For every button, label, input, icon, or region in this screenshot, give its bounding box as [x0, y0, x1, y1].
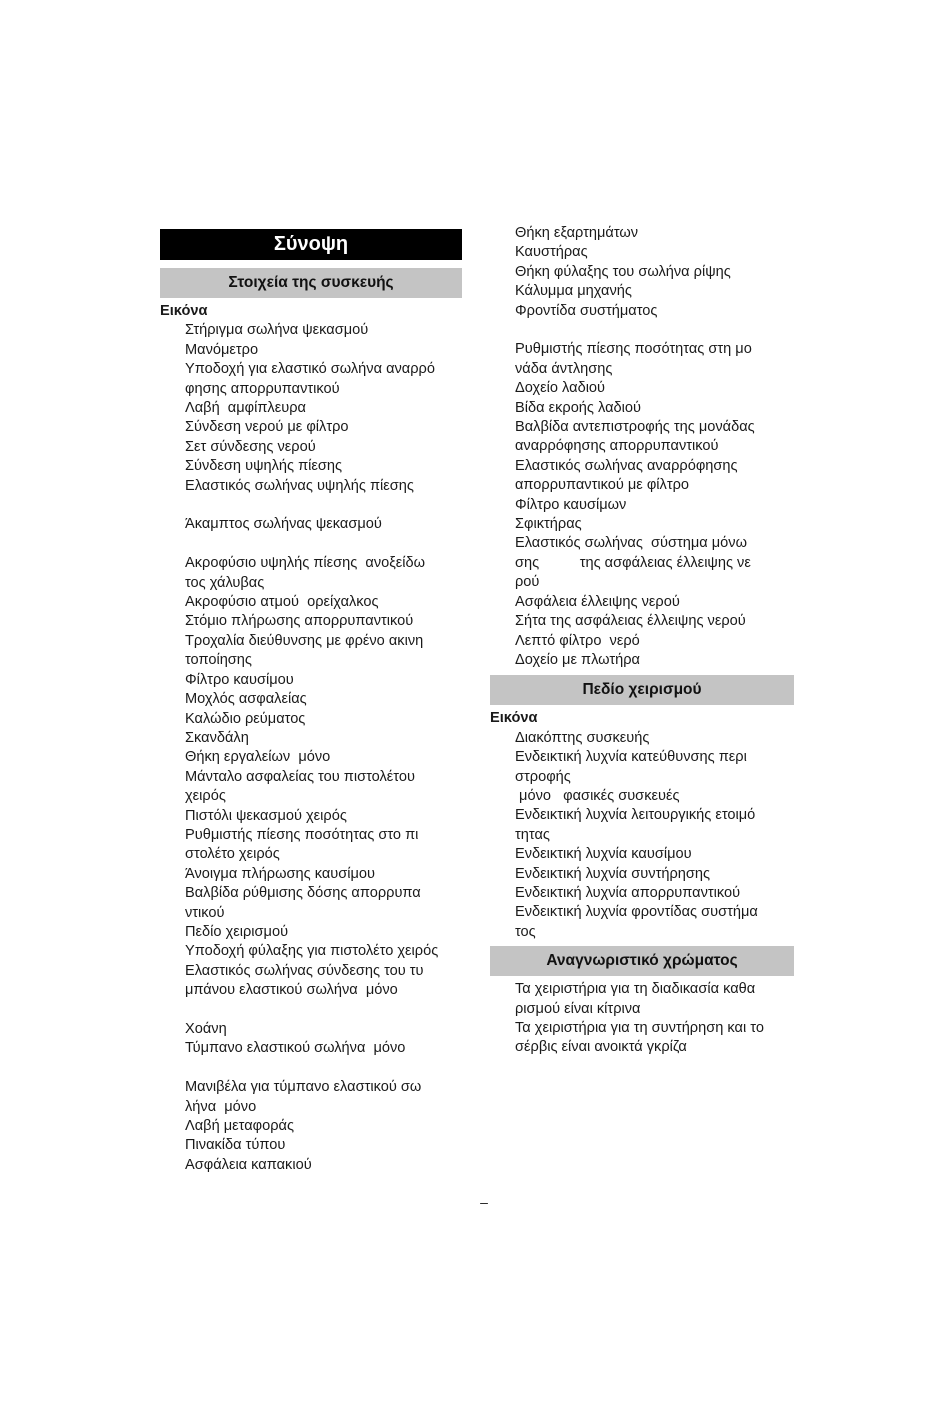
list-item: Σκανδάλη: [185, 729, 249, 746]
figure-label: Εικόνα: [490, 710, 538, 727]
list-item: Διακόπτης συσκευής: [515, 729, 650, 746]
list-item: Βαλβίδα ρύθμισης δόσης απορρυπα: [185, 885, 421, 902]
list-item: Φροντίδα συστήματος: [515, 302, 658, 319]
list-item: [160, 1001, 462, 1020]
list-item: Υποδοχή για ελαστικό σωλήνα αναρρό: [185, 361, 435, 378]
list-item: Στόμιο πλήρωσης απορρυπαντικού: [185, 613, 414, 630]
list-item: ντικού: [185, 904, 225, 921]
page-title: Σύνοψη: [160, 229, 462, 260]
list-item: απορρυπαντικού με φίλτρο: [515, 477, 690, 494]
page-marker: –: [480, 1194, 488, 1210]
list-item: Ενδεικτική λυχνία λειτουργικής ετοιμό: [515, 807, 756, 824]
list-item: Καλώδιο ρεύματος: [185, 710, 306, 727]
list-item: Σήτα της ασφάλειας έλλειψης νερού: [515, 613, 746, 630]
list-item: Ενδεικτική λυχνία συντήρησης: [515, 865, 711, 882]
list-item: Ενδεικτική λυχνία καυσίμου: [515, 846, 692, 863]
list-item: Ενδεικτική λυχνία κατεύθυνσης περι: [515, 749, 747, 766]
list-item: Ακροφύσιο ατμού ορείχαλκος: [185, 594, 379, 611]
list-item: Ελαστικός σωλήνας υψηλής πίεσης: [185, 477, 414, 494]
list-item: Σύνδεση νερού με φίλτρο: [185, 419, 349, 436]
list-item: στροφής: [515, 768, 571, 785]
device-elements-list: [160, 321, 462, 1175]
list-item: Τροχαλία διεύθυνσης με φρένο ακινη: [185, 632, 424, 649]
list-item: Φίλτρο καυσίμου: [185, 671, 294, 688]
list-item: Υποδοχή φύλαξης για πιστολέτο χειρός: [185, 943, 439, 960]
list-item: Λεπτό φίλτρο νερό: [515, 632, 640, 649]
list-item: Βίδα εκροής λαδιού: [515, 399, 641, 416]
list-item: φησης απορρυπαντικού: [185, 380, 340, 397]
list-item: σης της ασφάλειας έλλειψης νε: [515, 554, 751, 571]
list-item: Μοχλός ασφαλείας: [185, 691, 307, 708]
list-item: [160, 496, 462, 515]
color-code-list: [490, 980, 794, 1058]
list-item: τοποίησης: [185, 652, 252, 669]
list-item: Λαβή αμφίπλευρα: [185, 400, 306, 417]
list-item: τητας: [515, 826, 550, 843]
list-item: Ενδεικτική λυχνία φροντίδας συστήμα: [515, 904, 758, 921]
list-item: Πεδίο χειρισμού: [185, 923, 289, 940]
list-item: τος χάλυβας: [185, 574, 265, 591]
list-item: αναρρόφησης απορρυπαντικού: [515, 438, 719, 455]
list-item: σέρβις είναι ανοικτά γκρίζα: [515, 1039, 687, 1056]
list-item: Καυστήρας: [515, 244, 588, 261]
list-item: Θήκη φύλαξης του σωλήνα ρίψης: [515, 263, 731, 280]
device-elements-list-continued: [490, 224, 794, 670]
left-column: [160, 229, 462, 1175]
list-item: Άνοιγμα πλήρωσης καυσίμου: [185, 865, 376, 882]
list-item: Θήκη εργαλείων μόνο: [185, 749, 331, 766]
list-item: Ασφάλεια καπακιού: [185, 1156, 312, 1173]
list-item: χειρός: [185, 788, 226, 805]
list-item: Σύνδεση υψηλής πίεσης: [185, 458, 343, 475]
list-item: Ρυθμιστής πίεσης ποσότητας στο πι: [185, 826, 419, 843]
list-item: Τα χειριστήρια για τη συντήρηση και το: [515, 1020, 764, 1037]
list-item: Βαλβίδα αντεπιστροφής της μονάδας: [515, 419, 755, 436]
list-item: ρισμού είναι κίτρινα: [515, 1000, 641, 1017]
right-column: [490, 224, 794, 1058]
list-item: Πινακίδα τύπου: [185, 1137, 286, 1154]
list-item: Σφικτήρας: [515, 516, 582, 533]
list-item: Χοάνη: [185, 1020, 227, 1037]
list-item: Φίλτρο καυσίμων: [515, 496, 627, 513]
list-item: στολέτο χειρός: [185, 846, 280, 863]
list-item: Ενδεικτική λυχνία απορρυπαντικού: [515, 884, 741, 901]
list-item: Σετ σύνδεσης νερού: [185, 438, 316, 455]
list-item: Ασφάλεια έλλειψης νερού: [515, 593, 680, 610]
list-item: λήνα μόνο: [185, 1098, 257, 1115]
list-item: Δοχείο λαδιού: [515, 380, 606, 397]
list-item: Δοχείο με πλωτήρα: [515, 651, 640, 668]
list-item: Άκαμπτος σωλήνας ψεκασμού: [185, 516, 382, 533]
list-item: Ελαστικός σωλήνας αναρρόφησης: [515, 457, 738, 474]
list-item: Μάνταλο ασφαλείας του πιστολέτου: [185, 768, 415, 785]
list-item: [160, 535, 462, 554]
list-item: Στήριγμα σωλήνα ψεκασμού: [185, 322, 369, 339]
list-item: ρού: [515, 574, 540, 591]
section-header-device-elements: Στοιχεία της συσκευής: [160, 268, 462, 298]
list-item: Θήκη εξαρτημάτων: [515, 225, 639, 241]
figure-label: Εικόνα: [160, 303, 208, 319]
list-item: τος: [515, 923, 536, 940]
list-item: Μανόμετρο: [185, 341, 259, 358]
section-header-color-code: Αναγνωριστικό χρώματος: [490, 946, 794, 976]
list-item: Ρυθμιστής πίεσης ποσότητας στη μο: [515, 341, 752, 358]
list-item: Ακροφύσιο υψηλής πίεσης ανοξείδω: [185, 555, 426, 572]
list-item: Ελαστικός σωλήνας σύστημα μόνω: [515, 535, 747, 552]
list-item: Τα χειριστήρια για τη διαδικασία καθα: [515, 981, 756, 998]
list-item: Τύμπανο ελαστικού σωλήνα μόνο: [185, 1040, 406, 1057]
section-header-control-panel: Πεδίο χειρισμού: [490, 675, 794, 705]
list-item: [490, 321, 794, 340]
list-item: Πιστόλι ψεκασμού χειρός: [185, 807, 347, 824]
list-item: Ελαστικός σωλήνας σύνδεσης του τυ: [185, 962, 424, 979]
list-item: μπάνου ελαστικού σωλήνα μόνο: [185, 982, 398, 999]
list-item: Λαβή μεταφοράς: [185, 1118, 295, 1134]
list-item: νάδα άντλησης: [515, 360, 613, 377]
list-item: Κάλυμμα μηχανής: [515, 283, 632, 300]
control-panel-list: [490, 729, 794, 942]
list-item: μόνο φασικές συσκευές: [515, 787, 680, 804]
list-item: Μανιβέλα για τύμπανο ελαστικού σω: [185, 1079, 422, 1096]
list-item: [160, 1059, 462, 1078]
